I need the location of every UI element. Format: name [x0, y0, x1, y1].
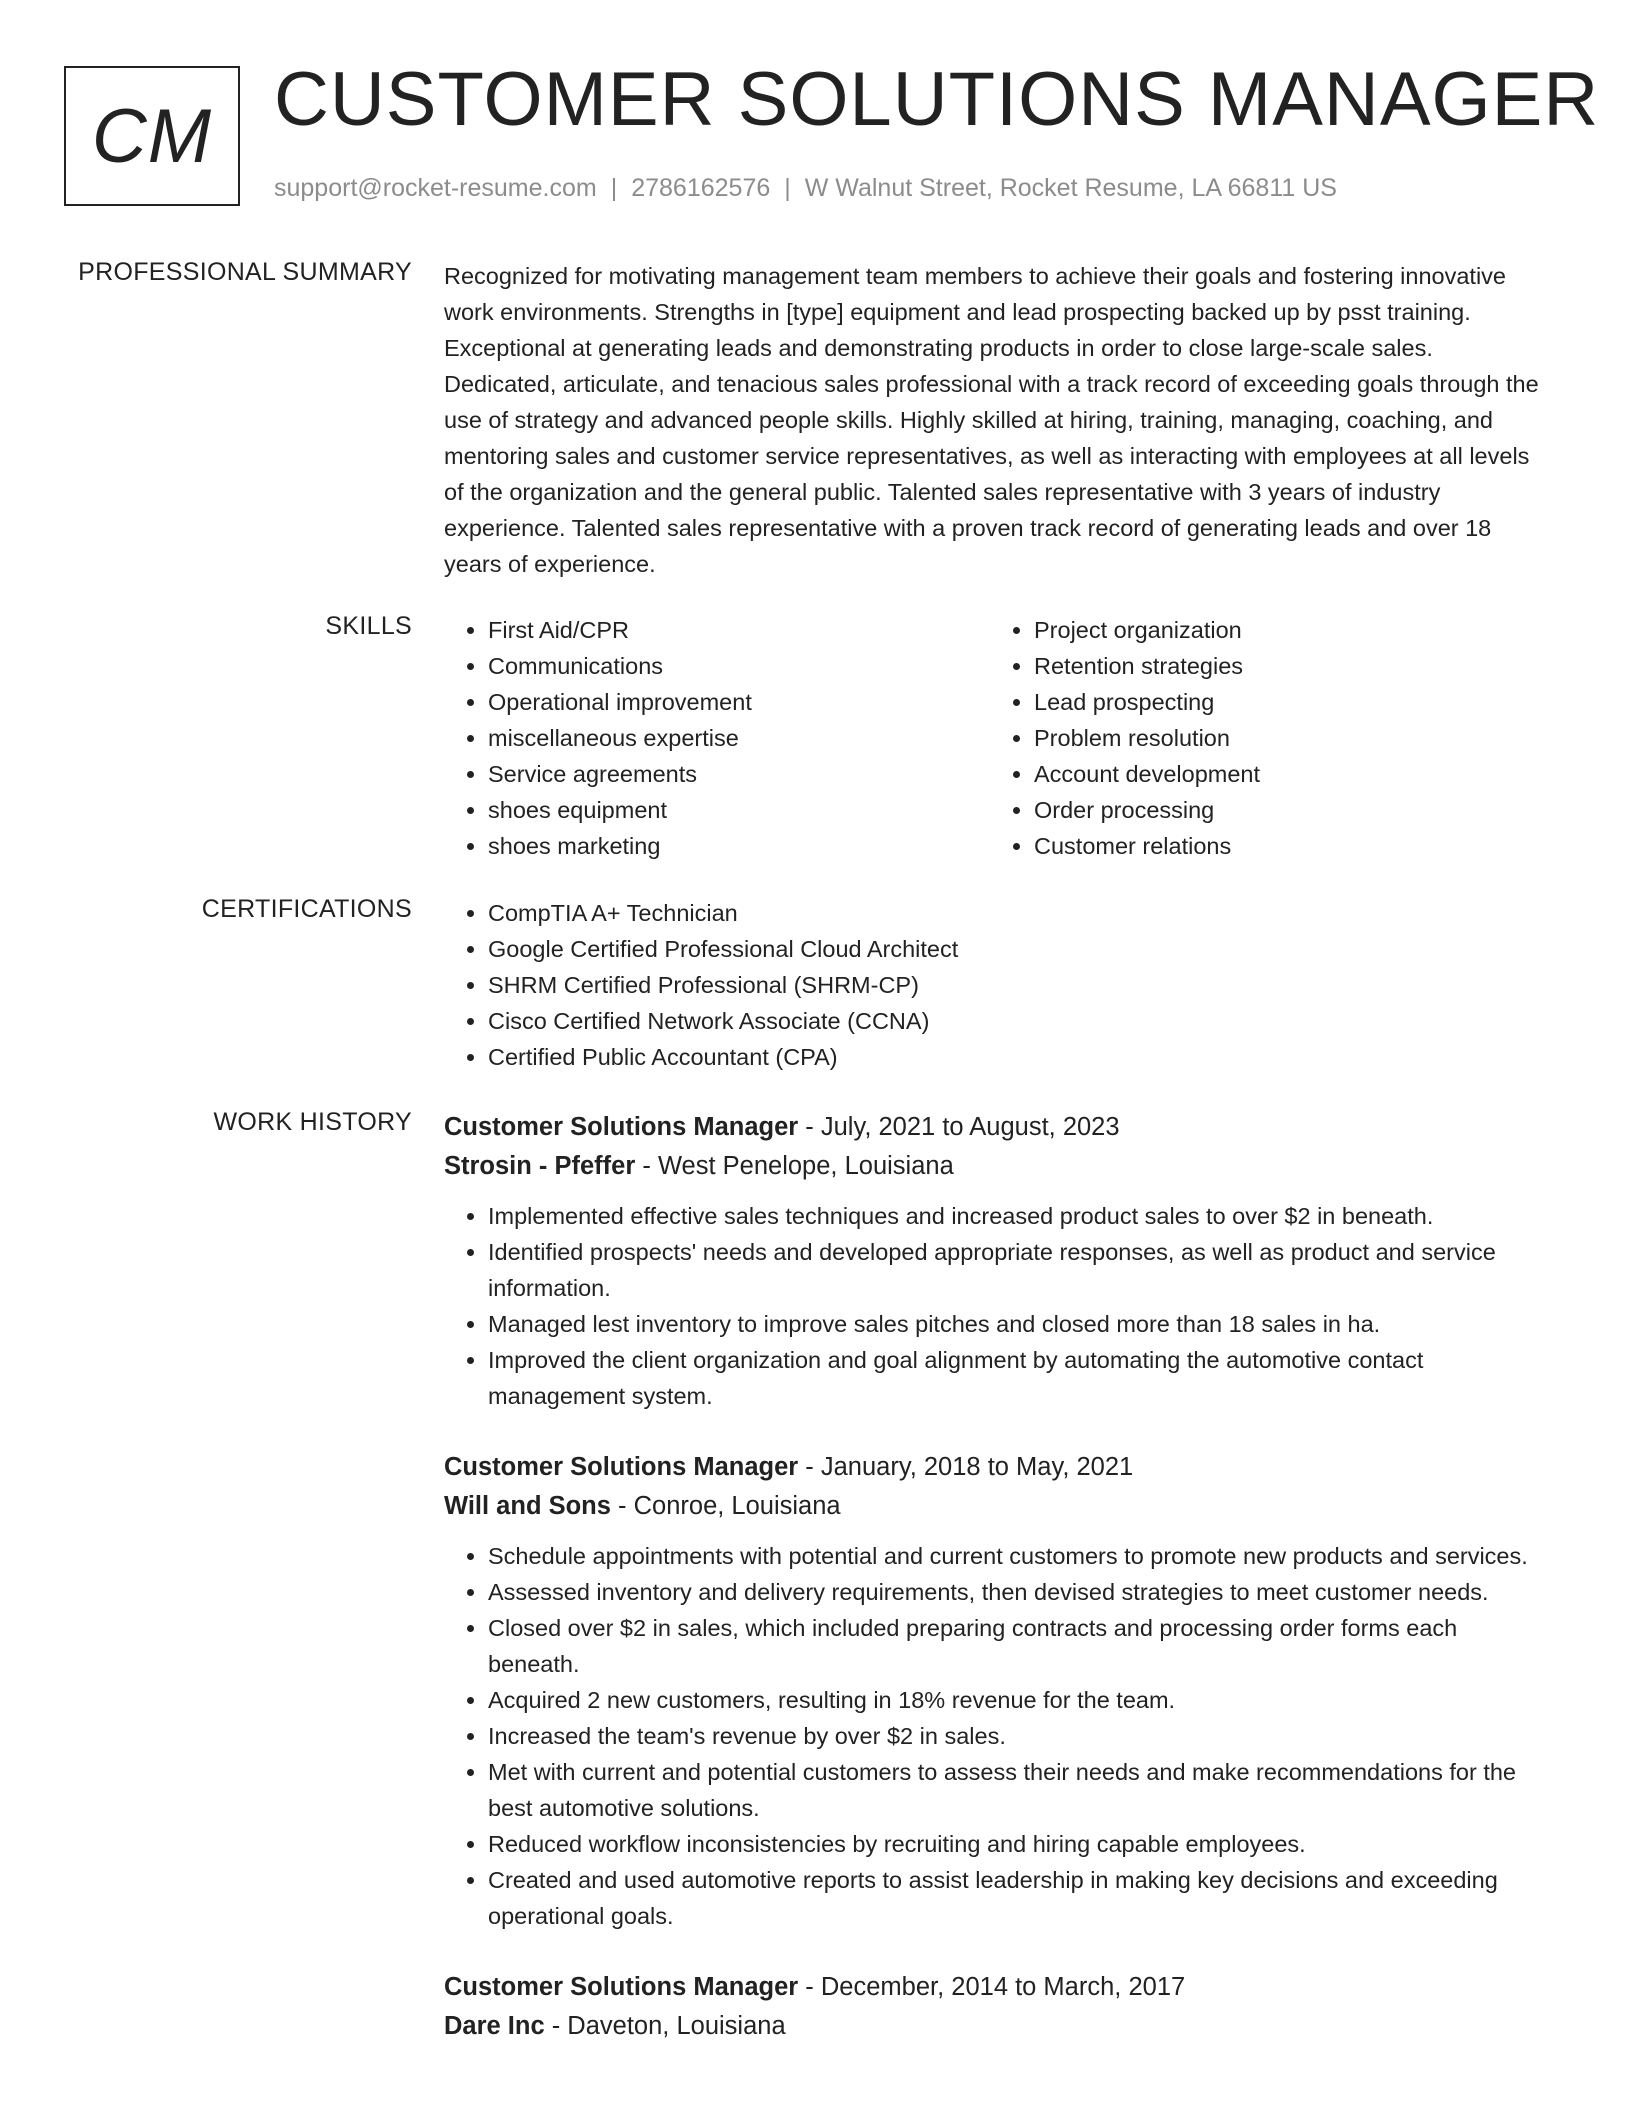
certification-item: • CompTIA A+ Technician — [488, 895, 1548, 931]
job-entry — [444, 1968, 1548, 2046]
summary-heading: PROFESSIONAL SUMMARY — [78, 258, 412, 286]
skills-list-right — [990, 612, 1536, 864]
contact-address: W Walnut Street, Rocket Resume, LA 66811 US — [804, 174, 1337, 202]
job-title-line — [444, 1108, 1548, 1147]
job-bullets — [444, 1538, 1548, 1934]
summary-text: Recognized for motivating management team members to achieve their goals and fostering innovative work environments. Strengths in [type] equipment and lead prospecting backed up by psst training. Exceptional at generating leads and demonstrating products in order to close large-scale sales. Dedicated, articulate, and tenacious sales professional with a track record of exceeding goals through the use of strategy and advanced people skills. Highly skilled at hiring, training, managing, coaching, and mentoring sales and customer service representatives, as well as interacting with employees at all levels of the organization and the general public. Talented sales representative with 3 years of industry experience. Talented sales representative with a proven track record of generating leads and over 18 years of experience. — [444, 263, 1539, 577]
job-title: Customer Solutions Manager — [444, 1973, 799, 2001]
job-bullet: • Met with current and potential customers to assess their needs and make recommendations for the best automotive solutions. — [488, 1754, 1548, 1826]
job-dates: - January, 2018 to May, 2021 — [798, 1453, 1134, 1481]
job-bullet: • Identified prospects' needs and developed appropriate responses, as well as product and service information. — [488, 1234, 1548, 1306]
resume-title: CUSTOMER SOLUTIONS MANAGER — [274, 57, 1600, 142]
job-title: Customer Solutions Manager — [444, 1113, 799, 1141]
summary-body — [444, 258, 1548, 582]
contact-phone: 2786162576 — [631, 174, 771, 202]
job-bullet: • Assessed inventory and delivery requirements, then devised strategies to meet customer needs. — [488, 1574, 1548, 1610]
job-title: Customer Solutions Manager — [444, 1453, 799, 1481]
skill-item: • Lead prospecting — [1034, 684, 1536, 720]
job-bullet: • Managed lest inventory to improve sales pitches and closed more than 18 sales in ha. — [488, 1306, 1548, 1342]
job-bullet: • Created and used automotive reports to assist leadership in making key decisions and exceeding operational goals. — [488, 1862, 1548, 1934]
job-bullet: • Increased the team's revenue by over $2 in sales. — [488, 1718, 1548, 1754]
work-history-body — [444, 1108, 1548, 2080]
certifications-heading: CERTIFICATIONS — [201, 895, 412, 923]
job-company: Will and Sons — [444, 1492, 611, 1520]
skills-column-left — [444, 612, 990, 864]
certifications-list — [444, 895, 1548, 1075]
job-title-line — [444, 1448, 1548, 1487]
skill-item: • Account development — [1034, 756, 1536, 792]
job-entry — [444, 1448, 1548, 1934]
job-company: Dare Inc — [444, 2012, 545, 2040]
skill-item: • Retention strategies — [1034, 648, 1536, 684]
certification-item: • SHRM Certified Professional (SHRM-CP) — [488, 967, 1548, 1003]
job-bullet: • Improved the client organization and goal alignment by automating the automotive contact management system. — [488, 1342, 1548, 1414]
contact-email: support@rocket-resume.com — [274, 174, 597, 202]
job-location: - Conroe, Louisiana — [610, 1492, 841, 1520]
job-dates: - December, 2014 to March, 2017 — [798, 1973, 1186, 2001]
skill-item: • Service agreements — [488, 756, 990, 792]
job-bullet: • Acquired 2 new customers, resulting in 18% revenue for the team. — [488, 1682, 1548, 1718]
monogram-badge — [64, 66, 240, 206]
contact-separator: | — [784, 174, 791, 202]
skills-column-right — [990, 612, 1536, 864]
skill-item: • Operational improvement — [488, 684, 990, 720]
skill-item: • shoes marketing — [488, 828, 990, 864]
skills-heading: SKILLS — [325, 612, 412, 640]
skill-item: • Customer relations — [1034, 828, 1536, 864]
contact-line — [274, 174, 1337, 203]
job-dates: - July, 2021 to August, 2023 — [798, 1113, 1120, 1141]
skill-item: • Communications — [488, 648, 990, 684]
job-company-line — [444, 1487, 1548, 1526]
work-history-heading: WORK HISTORY — [213, 1108, 412, 1136]
job-bullet: • Implemented effective sales techniques and increased product sales to over $2 in beneath. — [488, 1198, 1548, 1234]
skill-item: • shoes equipment — [488, 792, 990, 828]
job-bullets — [444, 1198, 1548, 1414]
skill-item: • miscellaneous expertise — [488, 720, 990, 756]
job-company-line — [444, 2007, 1548, 2046]
job-company: Strosin - Pfeffer — [444, 1152, 636, 1180]
certification-item: • Google Certified Professional Cloud Architect — [488, 931, 1548, 967]
skill-item: • Order processing — [1034, 792, 1536, 828]
skills-body — [444, 612, 1548, 864]
skill-item: • Project organization — [1034, 612, 1536, 648]
certifications-body — [444, 895, 1548, 1075]
skills-list-left — [444, 612, 990, 864]
skill-item: • First Aid/CPR — [488, 612, 990, 648]
job-company-line — [444, 1147, 1548, 1186]
skills-grid — [444, 612, 1548, 864]
certification-item: • Cisco Certified Network Associate (CCNA) — [488, 1003, 1548, 1039]
certification-item: • Certified Public Accountant (CPA) — [488, 1039, 1548, 1075]
job-bullet: • Closed over $2 in sales, which included preparing contracts and processing order forms each beneath. — [488, 1610, 1548, 1682]
job-location: - West Penelope, Louisiana — [635, 1152, 954, 1180]
job-entry — [444, 1108, 1548, 1414]
skill-item: • Problem resolution — [1034, 720, 1536, 756]
monogram-initials: CM — [91, 93, 213, 179]
job-bullet: • Reduced workflow inconsistencies by recruiting and hiring capable employees. — [488, 1826, 1548, 1862]
job-bullet: • Schedule appointments with potential and current customers to promote new products and services. — [488, 1538, 1548, 1574]
job-location: - Daveton, Louisiana — [544, 2012, 786, 2040]
contact-separator: | — [610, 174, 618, 202]
job-title-line — [444, 1968, 1548, 2007]
